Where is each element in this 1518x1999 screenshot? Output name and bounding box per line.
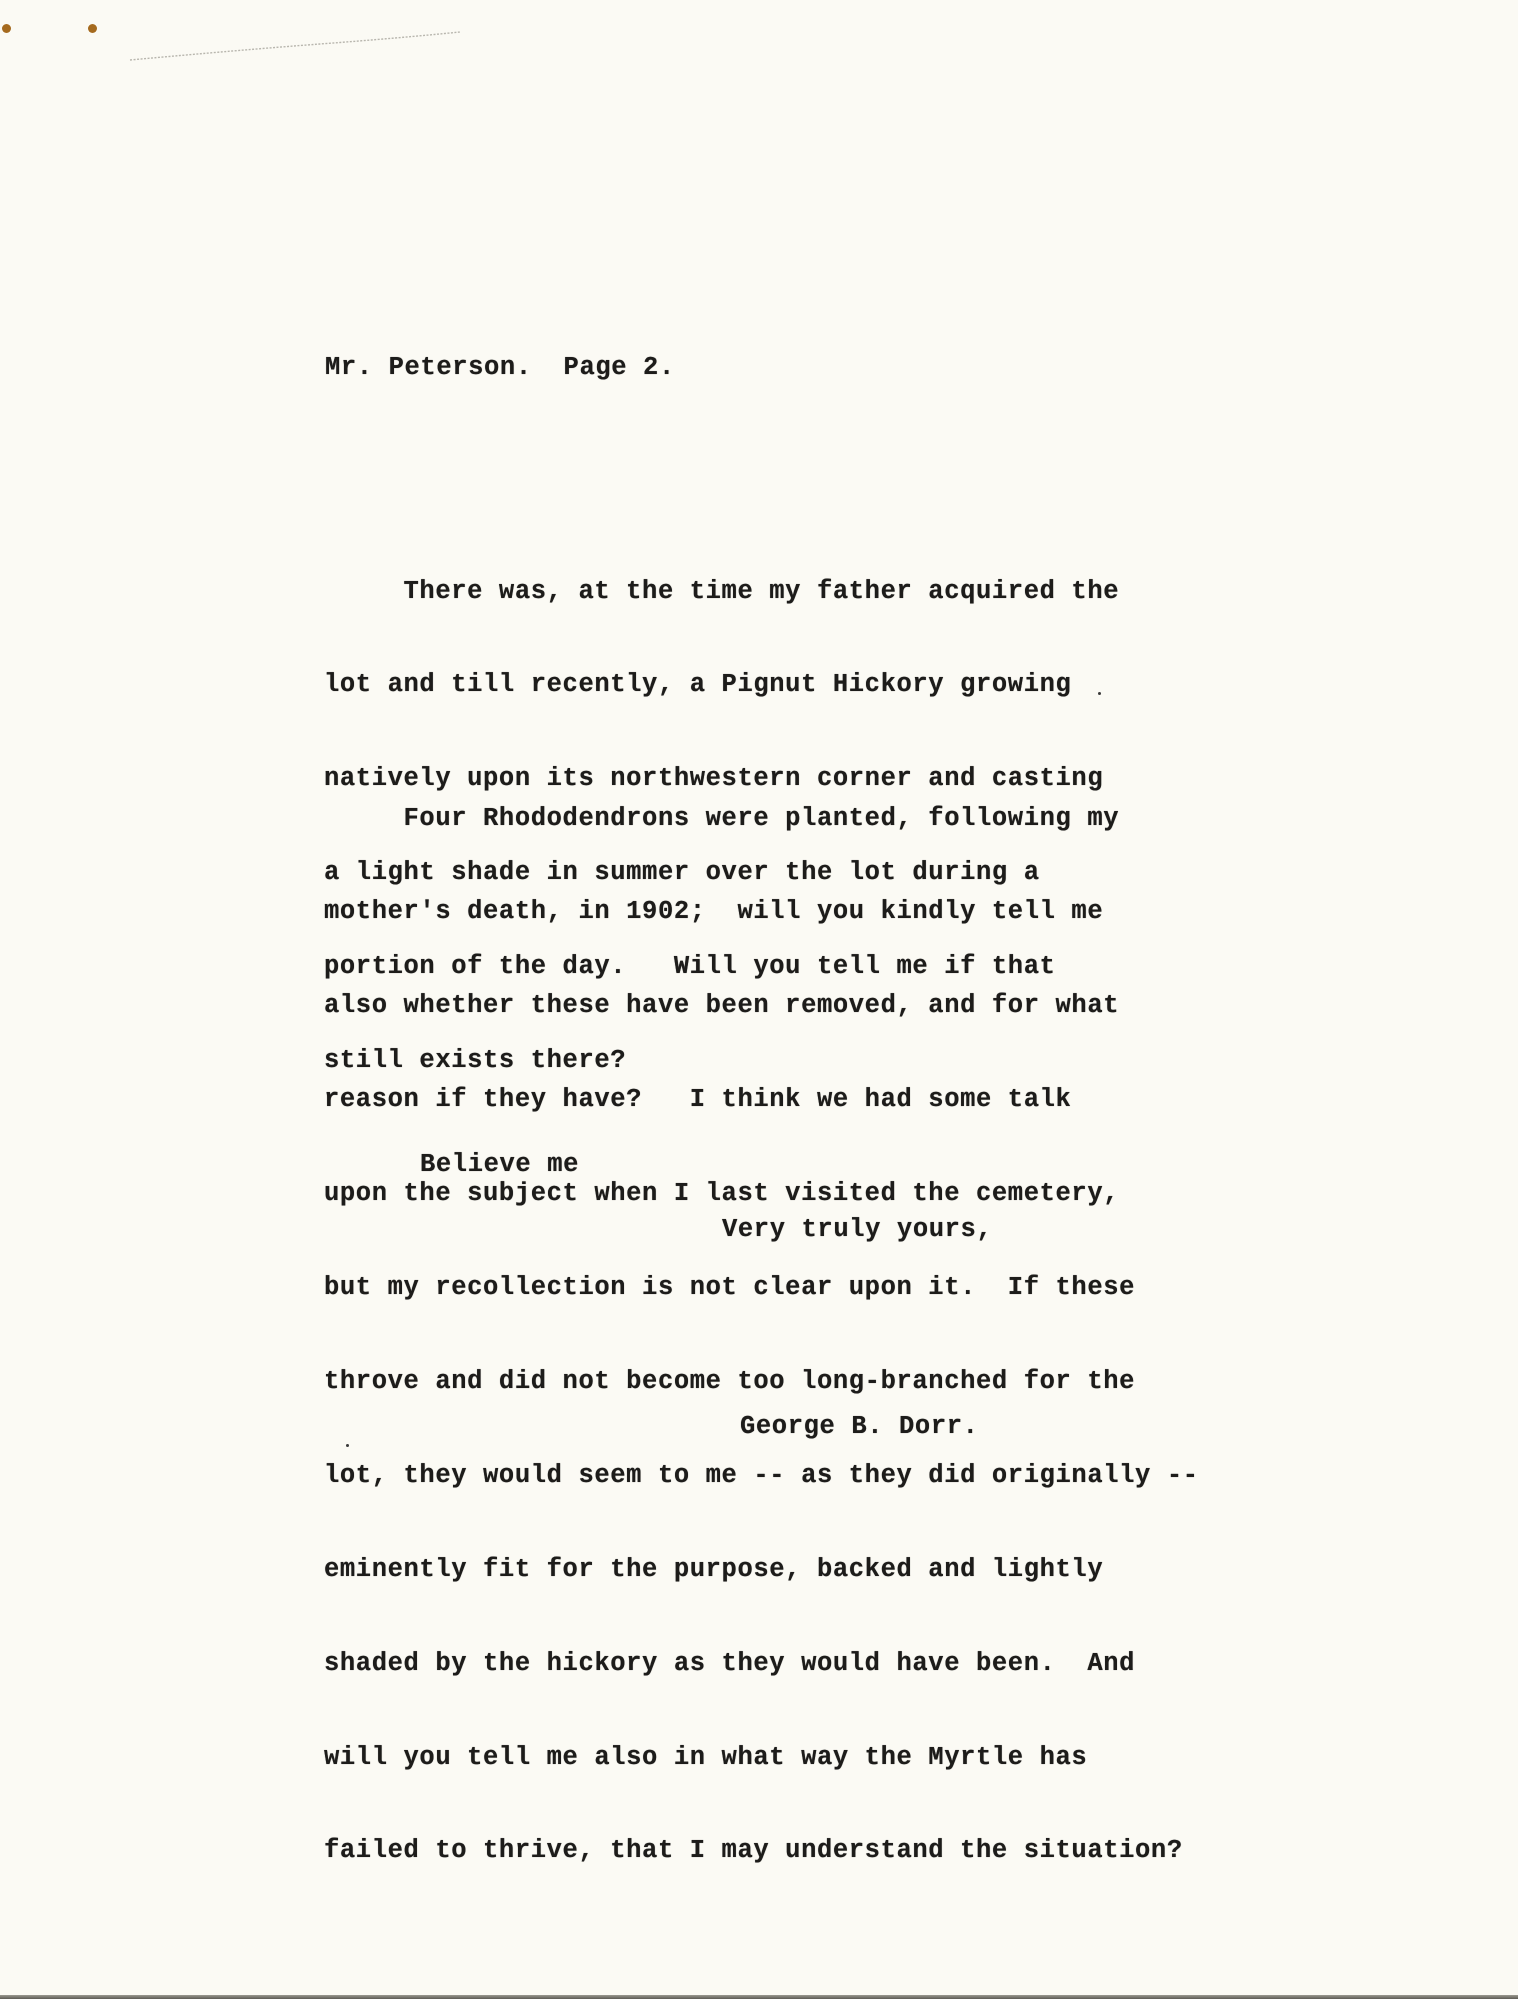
text-line: portion of the day. Will you tell me if that bbox=[324, 952, 1056, 982]
closing-phrase: Believe me bbox=[420, 1150, 580, 1179]
text-line: natively upon its northwestern corner and casting bbox=[324, 764, 1104, 794]
text-line: also whether these have been removed, and for what bbox=[324, 991, 1120, 1021]
page-bottom-edge bbox=[0, 1995, 1518, 1999]
text-line: reason if they have? I think we had some talk bbox=[324, 1085, 1072, 1115]
text-line: a light shade in summer over the lot during a bbox=[324, 858, 1040, 888]
signature: George B. Dorr. bbox=[740, 1412, 979, 1441]
text-line: still exists there? bbox=[324, 1046, 627, 1076]
text-line: mother's death, in 1902; will you kindly tell me bbox=[324, 897, 1104, 927]
text-line: lot and till recently, a Pignut Hickory growing bbox=[324, 670, 1072, 700]
text-line: eminently fit for the purpose, backed and lightly bbox=[324, 1554, 1104, 1584]
pencil-mark bbox=[120, 30, 460, 70]
staple-hole-mark bbox=[88, 24, 97, 33]
letter-heading: Mr. Peterson. Page 2. bbox=[325, 353, 675, 382]
signoff: Very truly yours, bbox=[722, 1215, 993, 1244]
text-line: upon the subject when I last visited the cemetery, bbox=[324, 1179, 1120, 1209]
text-line: Four Rhododendrons were planted, following my bbox=[324, 803, 1120, 833]
staple-hole-mark bbox=[2, 24, 11, 33]
text-line: failed to thrive, that I may understand the situation? bbox=[324, 1836, 1183, 1866]
body-paragraph-2 bbox=[324, 740, 1199, 1929]
text-line: lot, they would seem to me -- as they did originally -- bbox=[324, 1460, 1199, 1490]
text-line: will you tell me also in what way the Myrtle has bbox=[324, 1742, 1088, 1772]
text-line: throve and did not become too long-branched for the bbox=[324, 1366, 1136, 1396]
text-line: but my recollection is not clear upon it. If these bbox=[324, 1273, 1136, 1303]
text-line: There was, at the time my father acquired the bbox=[324, 576, 1120, 606]
text-line: shaded by the hickory as they would have been. And bbox=[324, 1648, 1136, 1678]
